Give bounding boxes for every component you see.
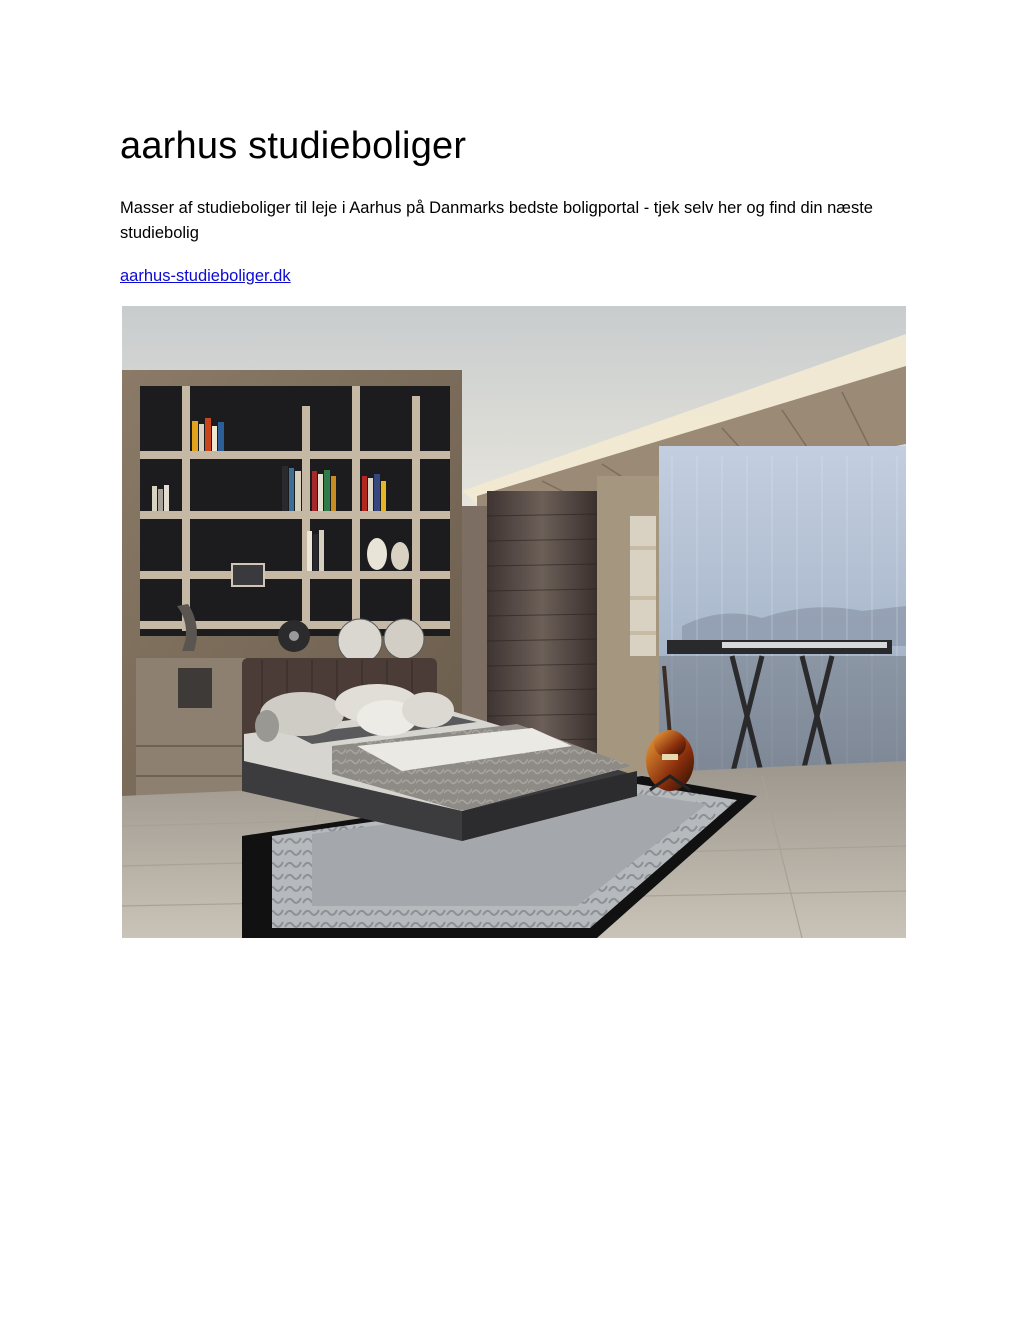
website-link[interactable]: aarhus-studieboliger.dk	[120, 267, 291, 285]
document-description: Masser af studieboliger til leje i Aarhus på Danmarks bedste boligportal - tjek selv her og find din næste studiebolig	[120, 199, 873, 242]
bedroom-photo	[122, 306, 906, 938]
bedroom-illustration	[122, 306, 906, 938]
document-title: aarhus studieboliger	[120, 125, 467, 167]
